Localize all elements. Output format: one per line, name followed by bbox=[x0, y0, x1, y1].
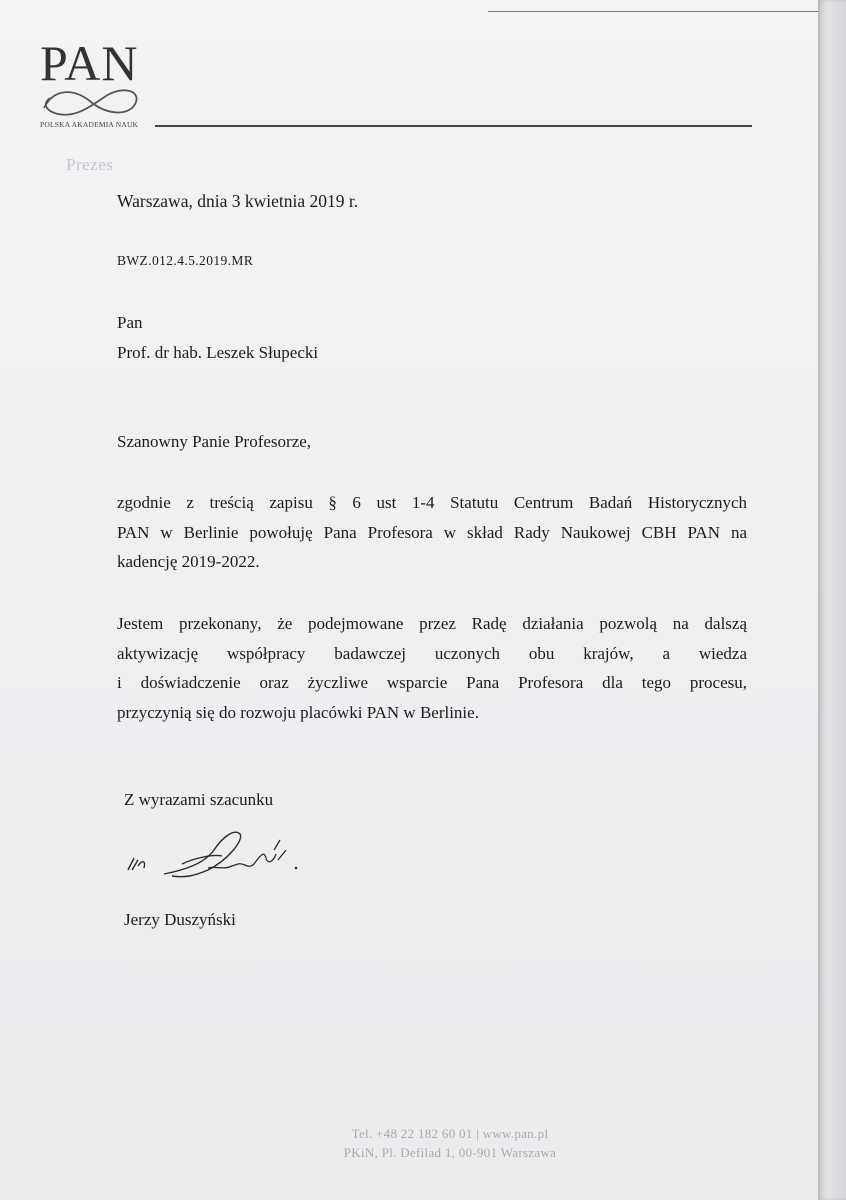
paragraph-line: Jestem przekonany, że podejmowane przez Radę działania pozwolą na dalszą bbox=[117, 614, 747, 633]
reference-number: BWZ.012.4.5.2019.MR bbox=[117, 253, 254, 268]
paragraph-appointment bbox=[117, 488, 747, 577]
office-title: Prezes bbox=[66, 155, 114, 174]
stacked-page-edge bbox=[818, 0, 846, 1200]
paragraph-line: przyczynią się do rozwoju placówki PAN w Berlinie. bbox=[117, 702, 479, 722]
footer-address: PKiN, Pl. Defilad 1, 00-901 Warszawa bbox=[343, 1145, 557, 1160]
pan-logo-infinity-icon bbox=[36, 84, 146, 120]
header-rule bbox=[155, 125, 752, 127]
closing-phrase: Z wyrazami szacunku bbox=[124, 790, 274, 809]
paragraph-line: zgodnie z treścią zapisu § 6 ust 1-4 Statutu Centrum Badań Historycznych bbox=[117, 493, 747, 512]
handwritten-signature-icon bbox=[124, 820, 314, 890]
paragraph-line: PAN w Berlinie powołuję Pana Profesora w skład Rady Naukowej CBH PAN na bbox=[117, 522, 747, 542]
pan-logo-caption: POLSKA AKADEMIA NAUK bbox=[40, 120, 139, 129]
signer-name: Jerzy Duszyński bbox=[124, 910, 236, 929]
top-edge-line bbox=[488, 11, 833, 12]
paragraph-line: i doświadczenie oraz życzliwe wsparcie Pana Profesora dla tego procesu, bbox=[117, 673, 747, 692]
recipient-name: Prof. dr hab. Leszek Słupecki bbox=[117, 343, 319, 362]
recipient-title: Pan bbox=[117, 313, 143, 332]
paragraph-line: aktywizację współpracy badawczej uczonych obu krajów, a wiedza bbox=[117, 643, 747, 663]
footer-contact: Tel. +48 22 182 60 01 | www.pan.pl bbox=[351, 1126, 549, 1141]
paragraph-line: kadencję 2019-2022. bbox=[117, 552, 260, 571]
pan-logo-text: PAN bbox=[40, 35, 139, 91]
date-line: Warszawa, dnia 3 kwietnia 2019 r. bbox=[117, 191, 359, 211]
paragraph-conviction bbox=[117, 609, 747, 727]
salutation: Szanowny Panie Profesorze, bbox=[117, 432, 312, 451]
